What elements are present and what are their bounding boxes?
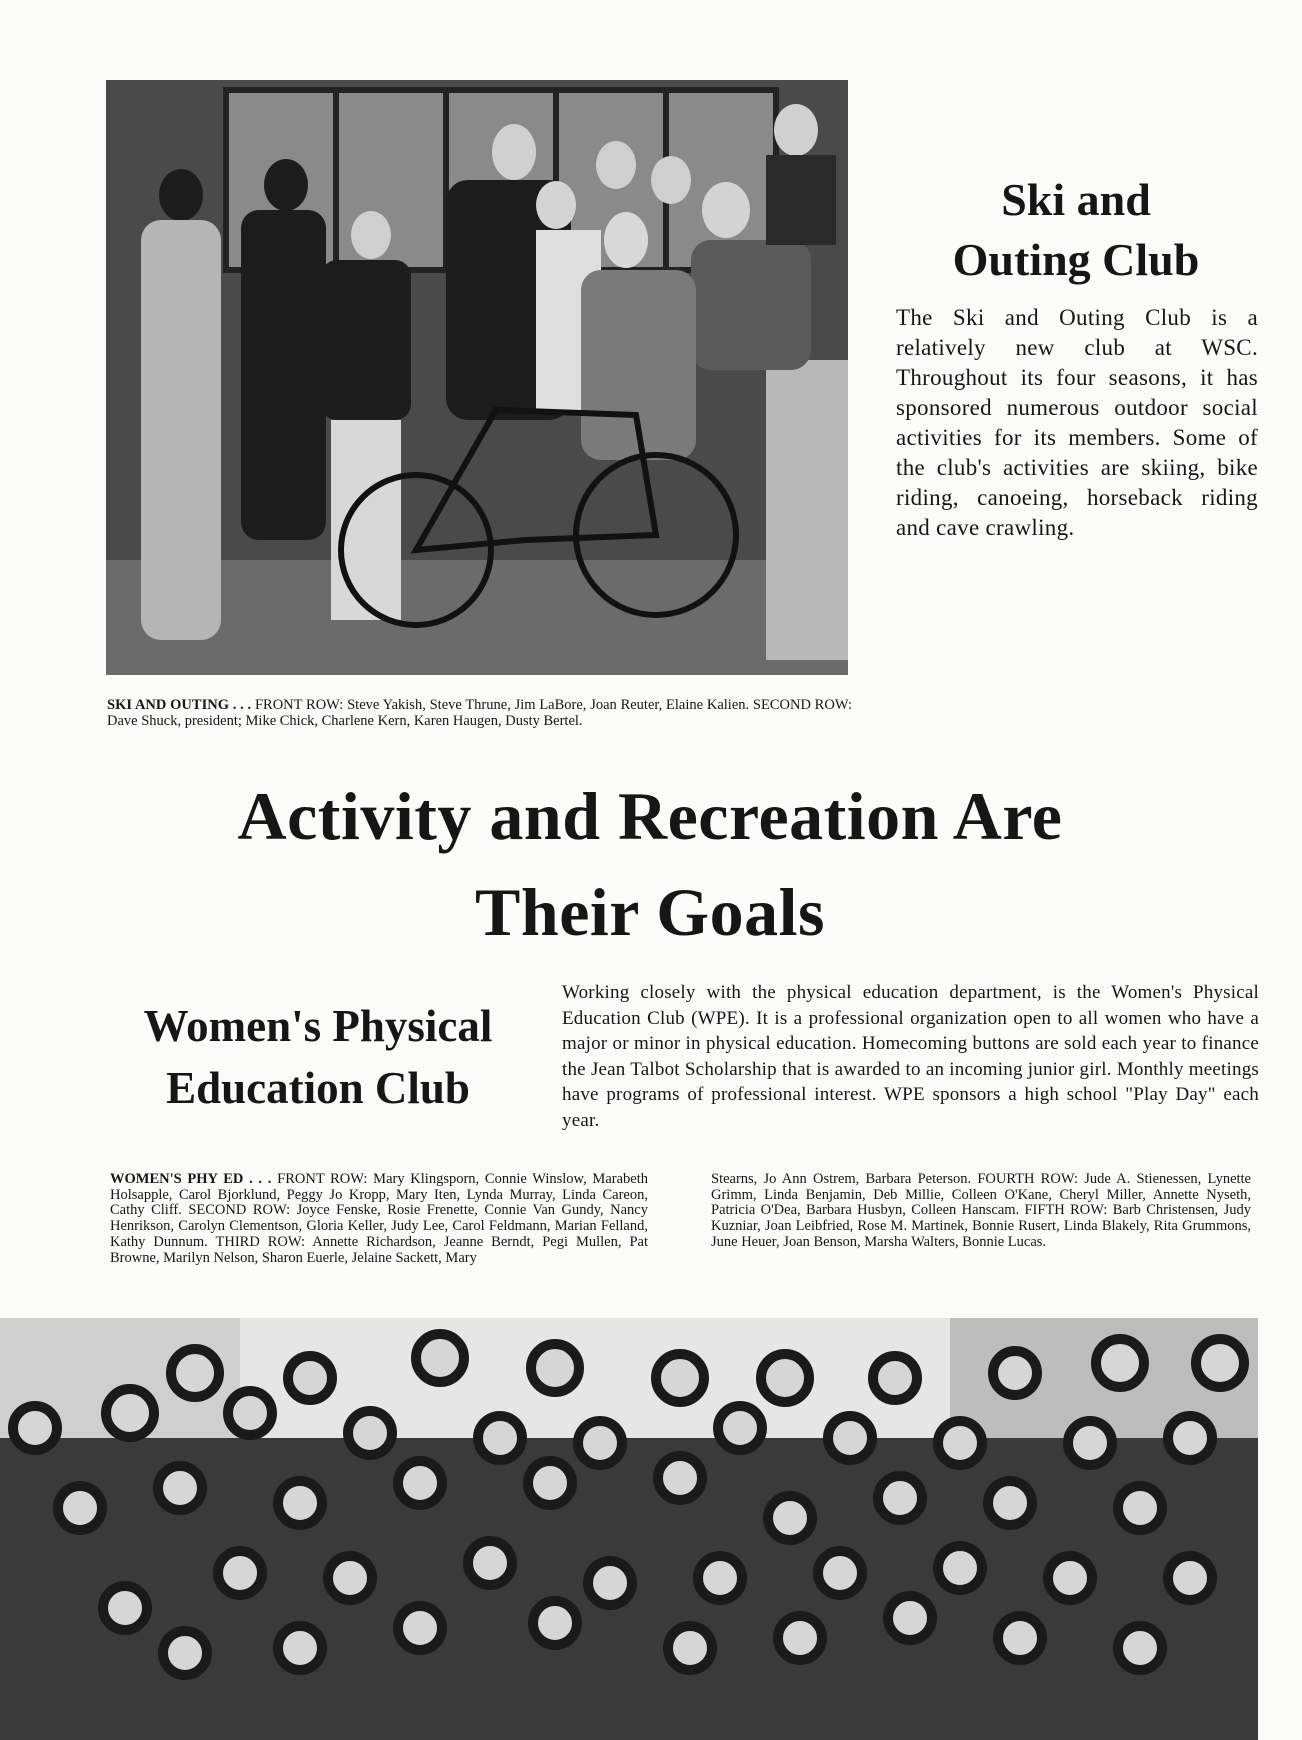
- ski-club-caption: [107, 697, 852, 729]
- ski-club-title: [896, 170, 1256, 290]
- wpe-caption-right: Stearns, Jo Ann Ostrem, Barbara Peterson. FOURTH ROW: Jude A. Stienessen, Lynette Grimm, Linda Benjamin, Deb Millie, Colleen O'Kane, Cheryl Miller, Annette Nyseth, Patricia O'Dea, Barbara Husbyn, Colleen Hanscam. FIFTH ROW: Barb Christensen, Judy Kuzniar, Joan Leibfried, Rose M. Martinek, Bonnie Rusert, Linda Blakely, Rita Grummons, June Heuer, Joan Benson, Marsha Walters, Bonnie Lucas.: [711, 1171, 1251, 1250]
- ski-club-title-line2: Outing Club: [952, 234, 1200, 285]
- ski-caption-lead: SKI AND OUTING . . .: [107, 697, 252, 713]
- wpe-club-description: Working closely with the physical education department, is the Women's Physical Education Club (WPE). It is a professional organization open to all women who have a major or minor in physical education. Homecoming buttons are sold each year to finance the Jean Talbot Scholarship that is awarded to an incoming junior girl. Monthly meetings have programs of professional interest. WPE sponsors a high school "Play Day" each year.: [562, 982, 1259, 1131]
- wpe-title-line1: Women's Physical: [143, 1001, 493, 1051]
- wpe-club-photo-art: [0, 1318, 1258, 1740]
- wpe-caption-lead: WOMEN'S PHY ED . . .: [110, 1171, 272, 1187]
- headline-line1: Activity and Recreation Are: [237, 778, 1063, 854]
- wpe-caption-left-names: FRONT ROW: Mary Klingsporn, Connie Winslow, Marabeth Holsapple, Carol Bjorklund, Peggy Jo Kropp, Mary Iten, Lynda Murray, Linda Careon, Cathy Cliff. SECOND ROW: Joyce Fenske, Rosie Frenette, Connie Van Gundy, Nancy Henrikson, Carolyn Clementson, Gloria Keller, Judy Lee, Carol Feldmann, Marian Felland, Kathy Dunnum. THIRD ROW: Annette Richardson, Jeanne Berndt, Pegi Mullen, Pat Browne, Marilyn Nelson, Sharon Euerle, Jelaine Sackett, Mary: [110, 1171, 648, 1266]
- wpe-club-title: [108, 995, 528, 1119]
- wpe-title-line2: Education Club: [166, 1063, 470, 1113]
- wpe-caption-left: [110, 1172, 648, 1266]
- ski-club-description: The Ski and Outing Club is a relatively new club at WSC. Throughout its four seasons, it has sponsored numerous outdoor social activities for its members. Some of the club's activities are skiing, bike riding, canoeing, horseback riding and cave crawling.: [896, 305, 1258, 540]
- ski-club-photo: [106, 80, 848, 675]
- ski-caption-names: FRONT ROW: Steve Yakish, Steve Thrune, Jim LaBore, Joan Reuter, Elaine Kalien. SECOND ROW: Dave Shuck, president; Mike Chick, Charlene Kern, Karen Haugen, Dusty Bertel.: [107, 697, 853, 729]
- headline-line2: Their Goals: [475, 874, 825, 950]
- wpe-club-photo: [0, 1318, 1258, 1740]
- ski-club-photo-art: [106, 80, 848, 675]
- ski-club-title-line1: Ski and: [1001, 174, 1151, 225]
- page-headline: [150, 768, 1150, 960]
